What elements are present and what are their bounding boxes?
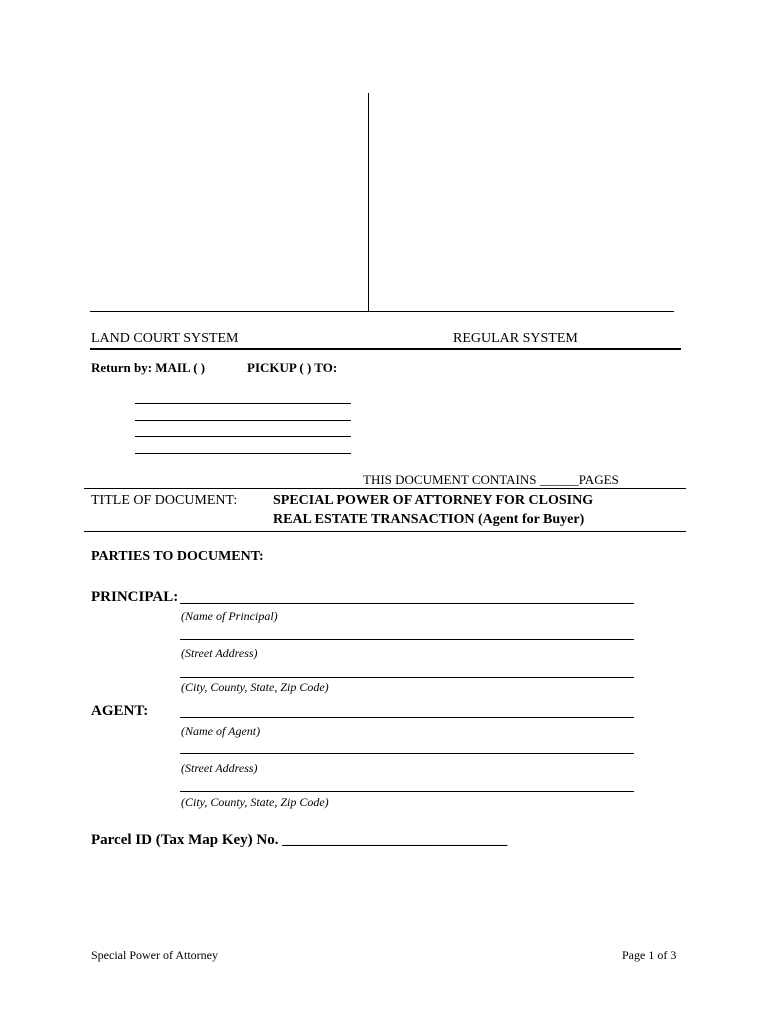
title-top-rule [84,488,686,489]
document-title-line-2: REAL ESTATE TRANSACTION (Agent for Buyer) [273,512,585,527]
system-header-rule [90,348,681,350]
recording-box-bottom-line [90,311,674,312]
principal-name-line[interactable] [180,603,634,604]
return-by-mail-label: Return by: MAIL ( ) [91,360,206,375]
document-title-line-1: SPECIAL POWER OF ATTORNEY FOR CLOSING [273,493,594,508]
agent-city-caption: (City, County, State, Zip Code) [181,795,329,809]
agent-label: AGENT: [91,703,149,719]
return-pickup-to-label: PICKUP ( ) TO: [247,360,338,375]
return-address-line-2[interactable] [135,420,351,421]
return-address-line-4[interactable] [135,453,351,454]
regular-system-label: REGULAR SYSTEM [453,331,578,346]
land-court-system-label: LAND COURT SYSTEM [91,331,239,346]
return-address-line-1[interactable] [135,403,351,404]
agent-street-line[interactable] [180,753,634,754]
principal-label: PRINCIPAL: [91,589,179,605]
title-of-document-label: TITLE OF DOCUMENT: [91,493,238,508]
principal-name-caption: (Name of Principal) [181,609,278,623]
recording-divider-vertical [368,93,369,312]
pages-prefix: THIS DOCUMENT CONTAINS ______ [363,472,579,487]
footer-document-name: Special Power of Attorney [91,948,218,962]
principal-street-caption: (Street Address) [181,646,258,660]
principal-city-line[interactable] [180,677,634,678]
document-pages-count [363,472,619,488]
parcel-id-label: Parcel ID (Tax Map Key) No. ______________________________ [91,832,508,848]
agent-street-caption: (Street Address) [181,761,258,775]
return-address-line-3[interactable] [135,436,351,437]
title-bottom-rule [84,531,686,532]
agent-name-line[interactable] [180,717,634,718]
footer-page-number: Page 1 of 3 [622,948,677,962]
parties-heading: PARTIES TO DOCUMENT: [91,549,264,564]
pages-suffix: PAGES [578,472,619,487]
principal-city-caption: (City, County, State, Zip Code) [181,680,329,694]
principal-street-line[interactable] [180,639,634,640]
agent-name-caption: (Name of Agent) [181,724,261,738]
agent-city-line[interactable] [180,791,634,792]
